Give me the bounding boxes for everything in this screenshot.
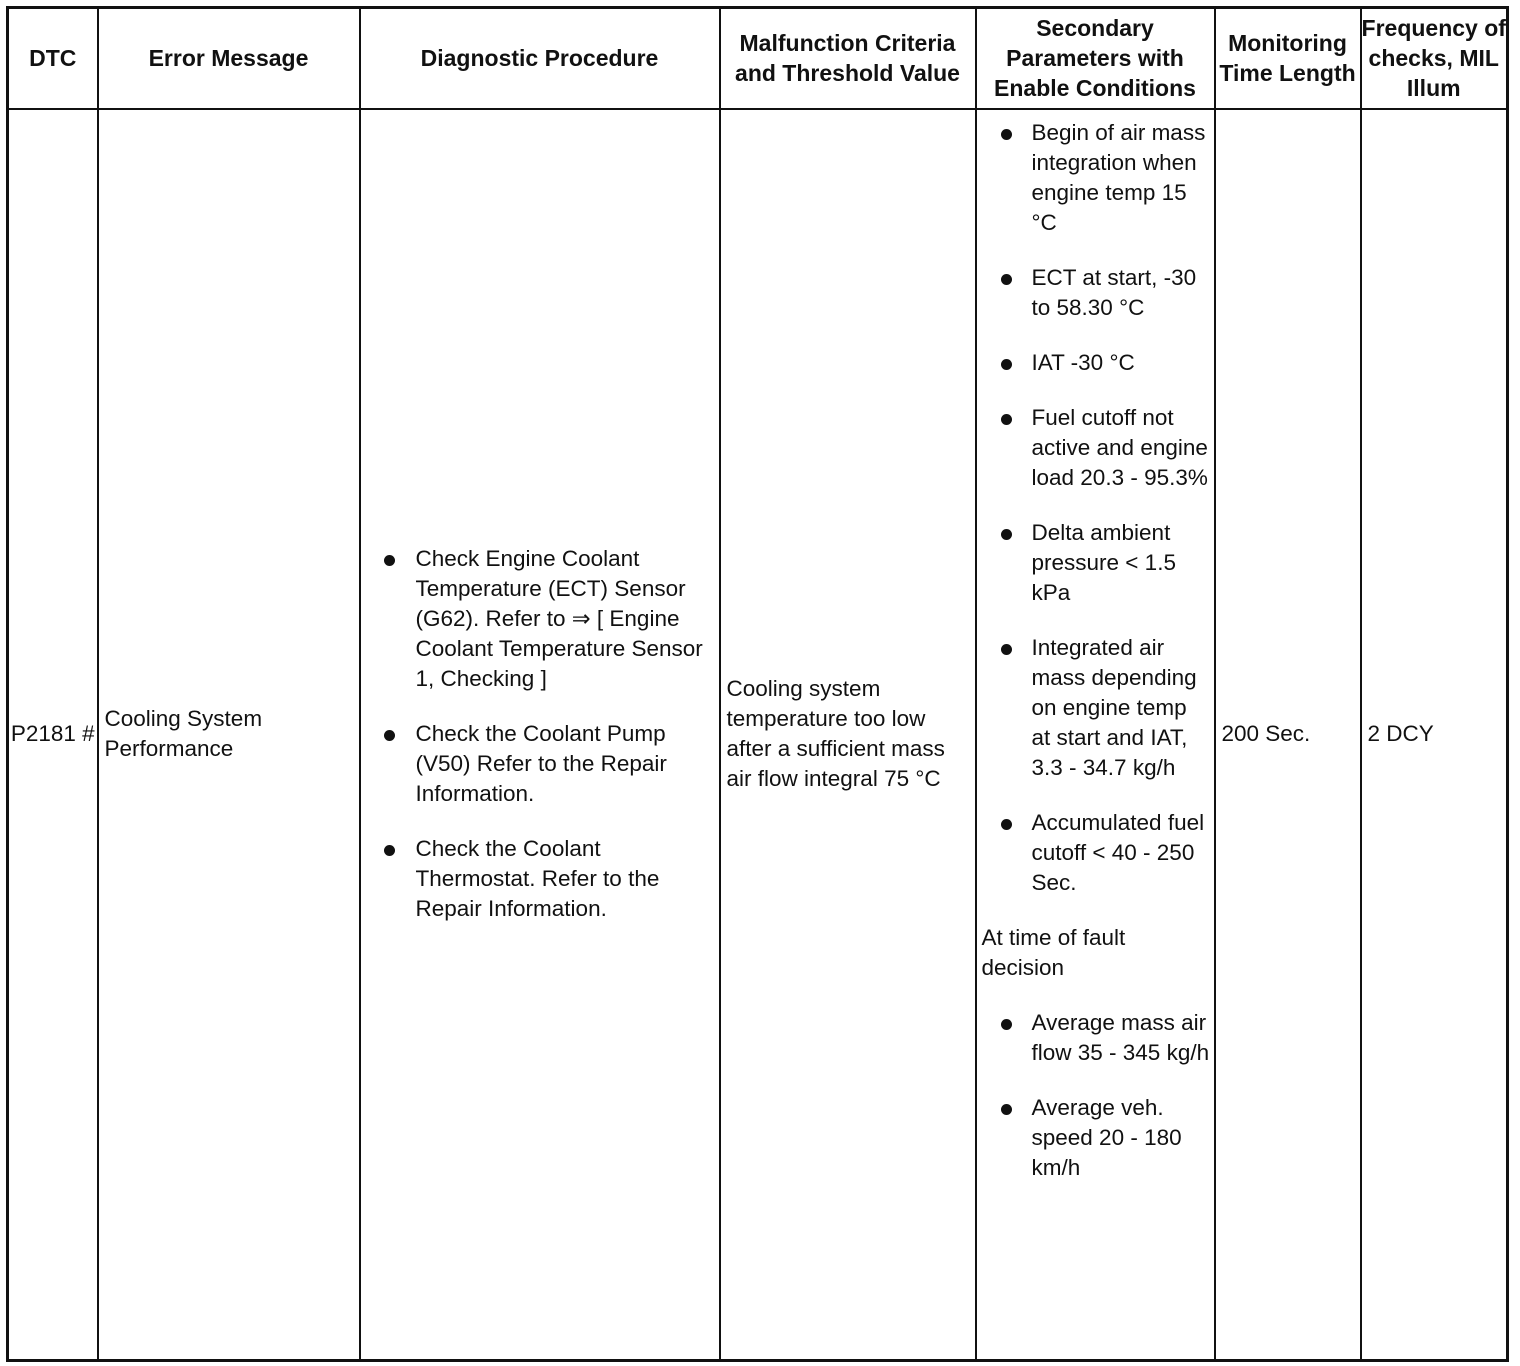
procedure-item: Check the Coolant Pump (V50) Refer to the Repair Information.	[361, 719, 719, 809]
secondary-parameters-cell	[976, 109, 1215, 1361]
enable-condition-item: Accumulated fuel cutoff < 40 - 250 Sec.	[982, 808, 1210, 898]
dtc-code-cell: P2181 #	[8, 109, 98, 1361]
header-monitoring-time: Monitoring Time Length	[1215, 8, 1361, 109]
header-frequency: Frequency of checks, MIL Illum	[1361, 8, 1508, 109]
fault-decision-item: Average mass air flow 35 - 345 kg/h	[982, 1008, 1210, 1068]
fault-decision-label: At time of fault decision	[981, 924, 1126, 980]
frequency-cell: 2 DCY	[1361, 109, 1508, 1361]
monitoring-time-cell: 200 Sec.	[1215, 109, 1361, 1361]
malfunction-criteria-cell: Cooling system temperature too low after a sufficient mass air flow integral 75 °C	[720, 109, 976, 1361]
header-secondary-parameters: Secondary Parameters with Enable Conditions	[976, 8, 1215, 109]
enable-condition-item: ECT at start, -30 to 58.30 °C	[982, 263, 1210, 323]
enable-condition-item: Begin of air mass integration when engine temp 15 °C	[982, 118, 1210, 238]
enable-conditions-list	[982, 118, 1210, 898]
header-dtc: DTC	[8, 8, 98, 109]
diagnostic-procedure-cell	[360, 109, 720, 1361]
procedure-item: Check Engine Coolant Temperature (ECT) Sensor (G62). Refer to ⇒ [ Engine Coolant Temperature Sensor 1, Checking ]	[361, 544, 719, 694]
dtc-table	[6, 6, 1509, 1362]
fault-decision-item: Average veh. speed 20 - 180 km/h	[982, 1093, 1210, 1183]
table-row	[8, 109, 1508, 1361]
procedure-item: Check the Coolant Thermostat. Refer to the Repair Information.	[361, 834, 719, 924]
header-error-message: Error Message	[98, 8, 360, 109]
enable-condition-item: IAT -30 °C	[982, 348, 1210, 378]
header-malfunction-criteria: Malfunction Criteria and Threshold Value	[720, 8, 976, 109]
enable-condition-item: Delta ambient pressure < 1.5 kPa	[982, 518, 1210, 608]
enable-condition-item: Fuel cutoff not active and engine load 20.3 - 95.3%	[982, 403, 1210, 493]
enable-condition-item: Integrated air mass depending on engine temp at start and IAT, 3.3 - 34.7 kg/h	[982, 633, 1210, 783]
error-message-cell: Cooling System Performance	[98, 109, 360, 1361]
header-diagnostic-procedure: Diagnostic Procedure	[360, 8, 720, 109]
header-row	[8, 8, 1508, 109]
procedure-list	[361, 544, 719, 924]
fault-decision-list	[982, 1008, 1210, 1183]
